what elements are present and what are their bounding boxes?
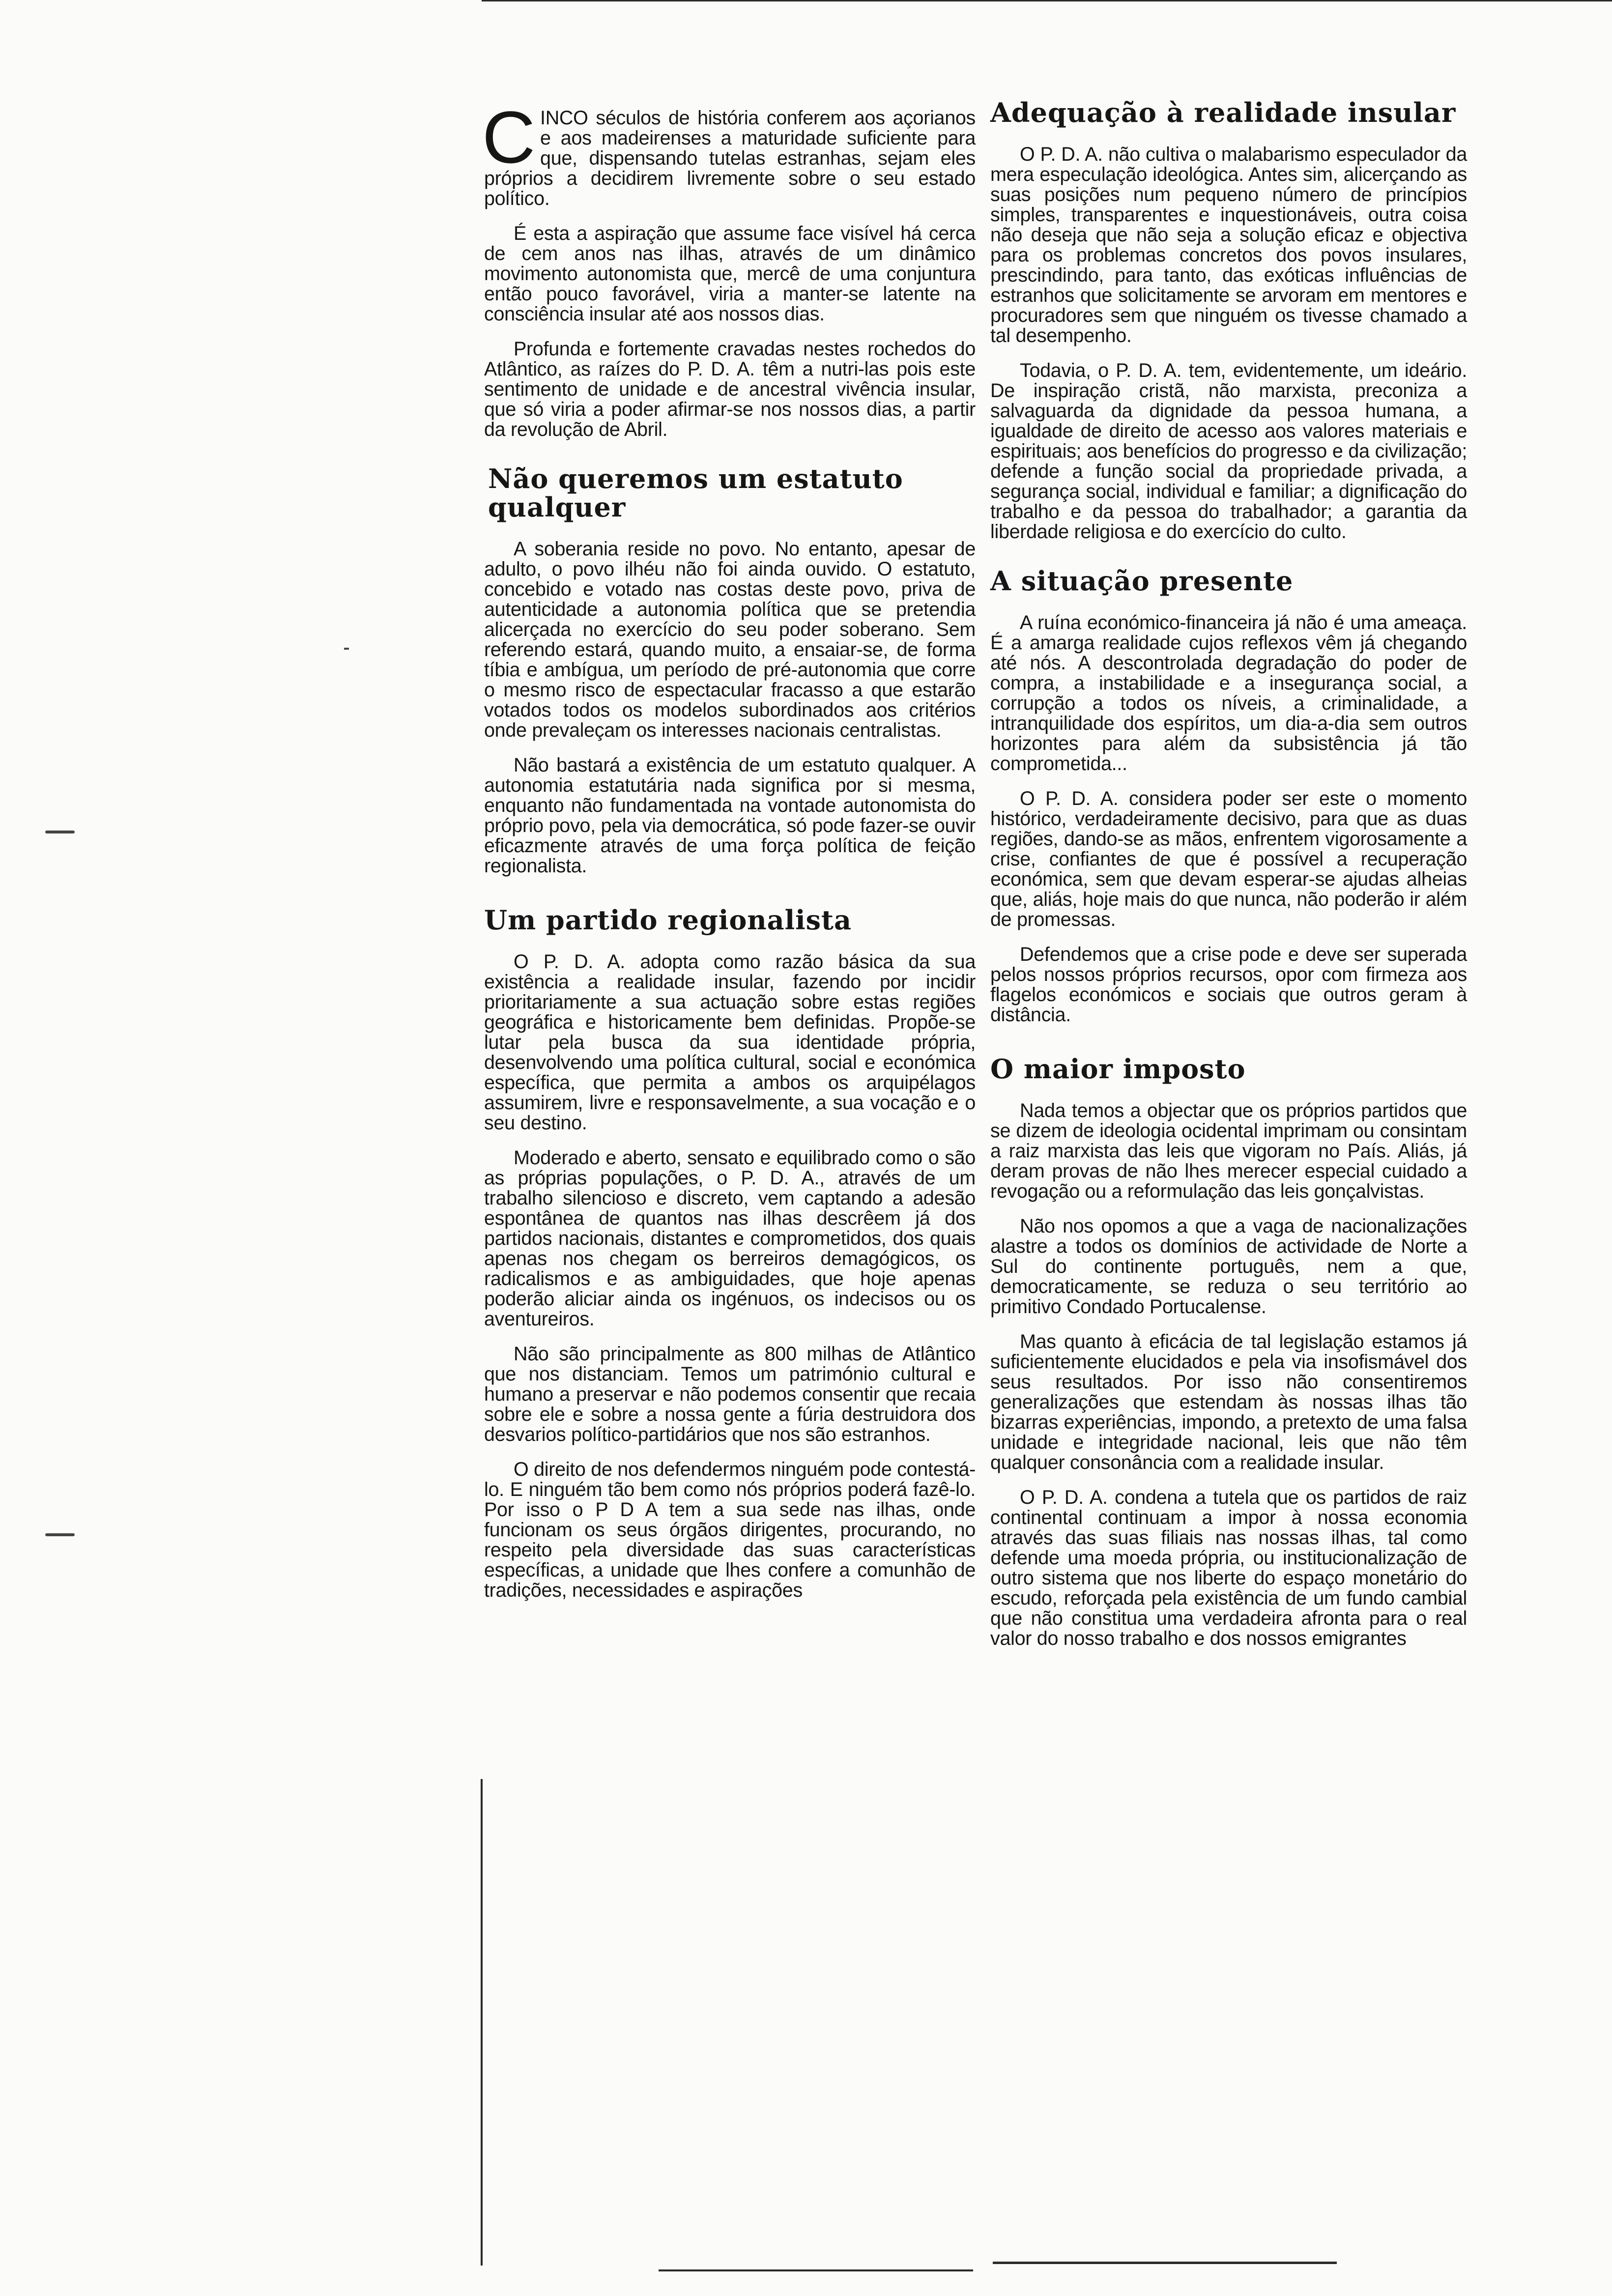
margin-mark (344, 648, 349, 650)
paragraph: O P. D. A. não cultiva o malabarismo especulador da mera especulação ideológica. Antes sim, alicerçando as suas posições num pequeno número de princípios simples, transparentes e inquestionáveis, outra coisa não deseja que não seja a solução eficaz e objectiva para os problemas concretos dos povos insulares, prescindindo, para tanto, das exóticas influências de estranhos que solicitamente se arvoram em mentores e procuradores sem que ninguém os tivesse chamado a tal desempenho. (990, 144, 1467, 346)
paragraph: É esta a aspiração que assume face visível há cerca de cem anos nas ilhas, através de um dinâmico movimento autonomista que, mercê de uma conjuntura então pouco favorável, viria a manter-se latente na consciência insular até aos nossos dias. (484, 223, 976, 325)
paragraph: Nada temos a objectar que os próprios partidos que se dizem de ideologia ocidental imprimam ou consintam a raiz marxista das leis que vigoram no País. Aliás, já deram provas de não lhes merecer especial cuidado a revogação ou a reformulação das leis gonçalvistas. (990, 1100, 1467, 1202)
left-column (484, 74, 976, 1615)
paragraph: O direito de nos defendermos ninguém pode contestá-lo. E ninguém tão bem como nós próprios poderá fazê-lo. Por isso o P D A tem a sua sede nas ilhas, onde funcionam os seus órgãos dirigentes, procurando, no respeito pela diversidade das suas características específicas, a unidade que lhes confere a comunhão de tradições, necessidades e aspirações (484, 1459, 976, 1601)
paragraph: Moderado e aberto, sensato e equilibrado como o são as próprias populações, o P. D. A., através de um trabalho silencioso e discreto, vem captando a adesão espontânea de quantos nas ilhas descrêem já dos partidos nacionais, distantes e comprometidos, dos quais apenas nos chegam os berreiros demagógicos, os radicalismos e as ambiguidades, que hoje apenas poderão aliciar ainda os ingénuos, os indecisos ou os aventureiros. (484, 1147, 976, 1330)
intro-text: INCO séculos de história conferem aos açorianos e aos madeirenses a maturidade suficiente para que, dispensando tutelas estranhas, sejam eles próprios a decidirem livremente sobre o seu estado político. (484, 107, 976, 209)
section-heading-partido: Um partido regionalista (484, 904, 852, 936)
margin-mark (45, 1533, 75, 1536)
paragraph: O P. D. A. condena a tutela que os partidos de raiz continental continuam a impor à nossa economia através das suas filiais nas nossas ilhas, tal como defende uma moeda própria, ou institucionalização de outro sistema que nos liberte do espaço monetário do escudo, reforçada pela existência de um fundo cambial que não constitua uma verdadeira afronta para o real valor do nosso trabalho e dos nossos emigrantes (990, 1487, 1467, 1649)
paragraph: Não nos opomos a que a vaga de nacionalizações alastre a todos os domínios de actividade de Norte a Sul do continente português, nem a que, democraticamente, se reduza o seu território ao primitivo Condado Portucalense. (990, 1215, 1467, 1318)
paragraph: Não bastará a existência de um estatuto qualquer. A autonomia estatutária nada significa por si mesma, enquanto não fundamentada na vontade autonomista do próprio povo, pela via democrática, só pode fazer-se ouvir eficazmente através de uma força política de feição regionalista. (484, 754, 976, 877)
section-heading-estatuto: Não queremos um estatuto qualquer (488, 463, 903, 523)
paragraph: A ruína económico-financeira já não é uma ameaça. É a amarga realidade cujos reflexos vêm já chegando até nós. A descontrolada degradação do poder de compra, a instabilidade e a insegurança social, a corrupção a todos os níveis, a criminalidade, a intranquilidade dos espíritos, um dia-a-dia sem outros horizontes para além da subsistência já tão comprometida... (990, 612, 1467, 775)
scan-line-top (482, 0, 1612, 1)
intro-paragraph (482, 96, 976, 209)
section-heading-imposto: O maior imposto (990, 1053, 1246, 1085)
paragraph: Mas quanto à eficácia de tal legislação estamos já suficientemente elucidados e pela via insofismável dos seus resultados. Por isso não consentiremos generalizações que estendam às nossas ilhas tão bizarras experiências, impondo, a pretexto de uma falsa unidade e integridade nacional, leis que não têm qualquer consonância com a realidade insular. (990, 1331, 1467, 1473)
right-column (990, 74, 1467, 1664)
paragraph: Profunda e fortemente cravadas nestes rochedos do Atlântico, as raízes do P. D. A. têm a nutri-las pois este sentimento de unidade e de ancestral vivência insular, que só viria a poder afirmar-se nos nossos dias, a partir da revolução de Abril. (484, 338, 976, 440)
section-heading-adequacao: Adequação à realidade insular (990, 97, 1456, 128)
scan-line-bottom-left (659, 2269, 973, 2271)
margin-mark (45, 831, 75, 833)
paragraph: Não são principalmente as 800 milhas de Atlântico que nos distanciam. Temos um património cultural e humano a preservar e não podemos consentir que recaia sobre ele e sobre a nossa gente a fúria destruidora dos desvarios político-partidários que nos são estranhos. (484, 1343, 976, 1445)
paragraph: O P. D. A. adopta como razão básica da sua existência a realidade insular, fazendo por incidir prioritariamente a sua actuação sobre estas regiões geográfica e historicamente bem definidas. Propõe-se lutar pela busca da sua identidade própria, desenvolvendo uma política cultural, social e económica específica, que permita a ambos os arquipélagos assumirem, livre e responsavelmente, a sua vocação e o seu destino. (484, 951, 976, 1134)
paragraph: O P. D. A. considera poder ser este o momento histórico, verdadeiramente decisivo, para que as duas regiões, dando-se as mãos, enfrentem vigorosamente a crise, confiantes de que é possível a recuperação económica, sem que devam esperar-se ajudas alheias que, aliás, hoje mais do que nunca, não poderão ir além de promessas. (990, 788, 1467, 930)
column-rule-left (481, 1779, 483, 2266)
newspaper-page (484, 74, 1467, 2246)
paragraph: Todavia, o P. D. A. tem, evidentemente, um ideário. De inspiração cristã, não marxista, preconiza a salvaguarda da dignidade da pessoa humana, a igualdade de direito de acesso aos valores materiais e espirituais; aos benefícios do progresso e da civilização; defende a função social da propriedade privada, a segurança social, individual e familiar; a dignificação do trabalho e da pessoa do trabalhador; a garantia da liberdade religiosa e do exercício do culto. (990, 360, 1467, 543)
paragraph: Defendemos que a crise pode e deve ser superada pelos nossos próprios recursos, opor com firmeza aos flagelos económicos e sociais que outros geram à distância. (990, 944, 1467, 1026)
scan-line-bottom (993, 2262, 1337, 2264)
paragraph: A soberania reside no povo. No entanto, apesar de adulto, o povo ilhéu não foi ainda ouvido. O estatuto, concebido e votado nas costas deste povo, priva de autenticidade a autonomia política que se pretendia alicerçada no exercício do seu poder soberano. Sem referendo estará, quando muito, a ensaiar-se, de forma tíbia e ambígua, um período de pré-autonomia que corre o mesmo risco de espectacular fracasso a que estarão votados todos os modelos subordinados aos critérios onde prevaleçam os interesses nacionais centralistas. (484, 538, 976, 741)
dropcap: C (482, 96, 536, 178)
section-heading-situacao: A situação presente (990, 565, 1294, 597)
